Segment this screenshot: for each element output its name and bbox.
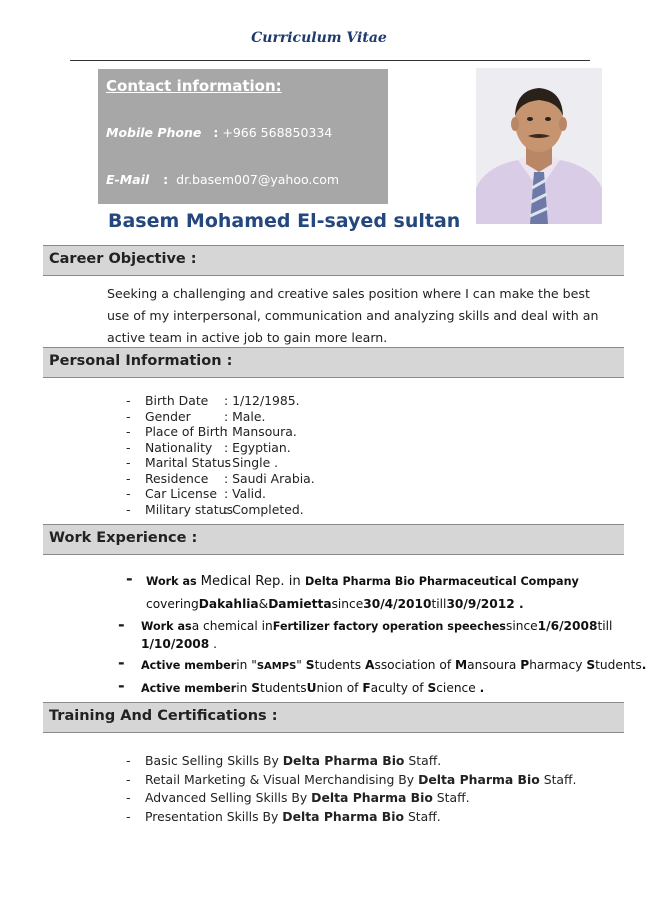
email-line — [106, 172, 339, 187]
section-title: Career Objective : — [49, 251, 197, 267]
section-title: Training And Certifications : — [49, 708, 278, 724]
candidate-name: Basem Mohamed El-sayed sultan — [108, 210, 461, 232]
section-training-certifications — [43, 702, 624, 733]
section-career-objective — [43, 245, 624, 276]
mobile-sep: : — [213, 125, 219, 140]
section-work-experience — [43, 524, 624, 555]
email-sep: : — [163, 172, 169, 187]
section-personal-information — [43, 347, 624, 378]
section-title: Work Experience : — [49, 530, 198, 546]
mobile-value: +966 568850334 — [222, 125, 333, 140]
mobile-line — [106, 125, 332, 140]
mobile-label: Mobile Phone — [106, 125, 202, 140]
section-title: Personal Information : — [49, 353, 233, 369]
header-divider — [70, 60, 590, 61]
portrait-photo — [476, 68, 602, 224]
email-value: dr.basem007@yahoo.com — [176, 172, 340, 187]
contact-box — [98, 69, 388, 204]
email-label: E-Mail — [106, 172, 150, 187]
contact-heading: Contact information: — [106, 77, 282, 95]
portrait-icon — [476, 68, 602, 224]
document-title: Curriculum Vitae — [251, 30, 387, 46]
career-objective-text: Seeking a challenging and creative sales position where I can make the best use of my interpersonal, communication and analyzing skills and deal with an active team in active job to gain more learn. — [107, 286, 599, 345]
